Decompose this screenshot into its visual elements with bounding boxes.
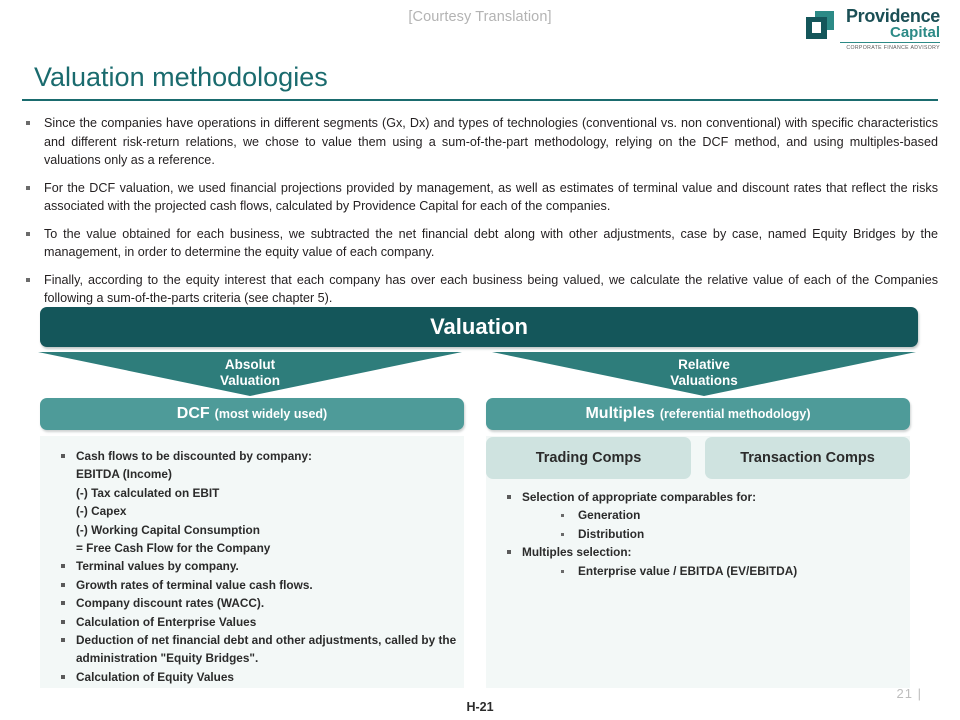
dcf-list-text: (-) Capex (76, 504, 127, 519)
dcf-list-item (58, 521, 458, 539)
multiples-list-text: Distribution (578, 526, 645, 541)
multiples-list-text: Generation (578, 508, 641, 523)
square-bullet-icon (561, 570, 564, 573)
dcf-list-text: Growth rates of terminal value cash flows. (76, 577, 313, 592)
square-bullet-icon (561, 533, 564, 536)
diagram-root-valuation-bar: Valuation (40, 307, 918, 347)
square-bullet-icon (561, 514, 564, 517)
comps-box-trading: Trading Comps (486, 437, 691, 479)
square-bullet-icon (507, 495, 511, 499)
multiples-list-subitem (504, 525, 904, 543)
slide-page-number: 21 | (896, 686, 922, 701)
multiples-list-text: Selection of appropriate comparables for: (522, 490, 757, 504)
square-bullet-icon (61, 620, 65, 624)
chevron-label (38, 357, 462, 389)
multiples-list-subitem (504, 562, 904, 580)
square-bullet-icon (61, 638, 65, 642)
chevron-label (492, 357, 916, 389)
logo-tagline: CORPORATE FINANCE ADVISORY (846, 45, 940, 51)
dcf-list-text: Deduction of net financial debt and other adjustments, called by the administration "Equity Bridges". (76, 633, 457, 666)
dcf-list-text: = Free Cash Flow for the Company (76, 541, 271, 556)
dcf-list-item (58, 447, 458, 465)
square-bullet-icon (61, 564, 65, 568)
square-bullet-icon (61, 675, 65, 679)
method-bar-title: Multiples (585, 405, 655, 422)
dcf-list-item (58, 668, 458, 686)
chevron-label-line1: Absolut (224, 357, 276, 372)
logo-line-providence: Providence (845, 6, 940, 26)
body-bullet-text: Finally, according to the equity interest that each company has over each business being valued, we calculate the relative value of each of the Companies following a sum-of-the-parts criteria (see chapter 5). (44, 272, 938, 305)
dcf-list-item (58, 631, 458, 668)
square-bullet-icon (61, 454, 65, 458)
dcf-list-text: Cash flows to be discounted by company: (76, 449, 312, 463)
dcf-list-item (58, 594, 458, 612)
dcf-list-item (58, 557, 458, 575)
dcf-list-text: Calculation of Enterprise Values (76, 614, 257, 629)
multiples-list-item (504, 543, 904, 561)
square-bullet-icon (61, 583, 65, 587)
dcf-list-item (58, 502, 458, 520)
dcf-list-item (58, 576, 458, 594)
page-title: Valuation methodologies (34, 62, 328, 92)
chevron-label-line2: Valuation (219, 373, 280, 388)
multiples-list-text: Enterprise value / EBITDA (EV/EBITDA) (578, 563, 798, 578)
chevron-absolut-valuation (38, 352, 462, 396)
chevron-label-line2: Valuations (670, 373, 738, 388)
chevron-label-line1: Relative (678, 357, 730, 372)
logo-line-capital: Capital (840, 25, 940, 43)
method-bar-dcf (40, 398, 464, 430)
document-code: H-21 (466, 700, 494, 714)
body-bullet-text: To the value obtained for each business, we subtracted the net financial debt along with other adjustments, case by case, named Equity Bridges by the management, in order to determine the equity value of each company. (44, 226, 938, 259)
dcf-list-text: Company discount rates (WACC). (76, 596, 265, 611)
dcf-list-text: EBITDA (Income) (76, 467, 172, 482)
dcf-detail-list (58, 447, 458, 686)
comps-box-row (486, 437, 910, 479)
dcf-list-item (58, 539, 458, 557)
method-bar-title: DCF (176, 405, 210, 422)
multiples-detail-list (504, 488, 904, 580)
body-bullet-text: Since the companies have operations in different segments (Gx, Dx) and types of technologies (conventional vs. non conventional) with specific characteristics and different risk-return relations, we chose to value them using a sum-of-the-part methodology, relying on the DCF method, and using multiples-based valuations only as a reference. (44, 116, 938, 167)
body-bullet-text: For the DCF valuation, we used financial projections provided by management, as well as estimates of terminal value and discount rates that reflect the risks associated with the projected cash flows, calculated by Providence Capital for each of the companies. (44, 180, 938, 213)
multiples-list-subitem (504, 506, 904, 524)
method-bar-note: (referential methodology) (659, 407, 811, 421)
square-bullet-icon (507, 550, 511, 554)
dcf-list-item (58, 484, 458, 502)
dcf-list-item (58, 613, 458, 631)
method-bar-note: (most widely used) (214, 407, 328, 421)
dcf-list-text: (-) Working Capital Consumption (76, 522, 260, 537)
dcf-list-text: (-) Tax calculated on EBIT (76, 485, 220, 500)
dcf-list-text: Terminal values by company. (76, 559, 239, 574)
dcf-list-item (58, 465, 458, 483)
method-bar-multiples (486, 398, 910, 430)
square-bullet-icon (61, 601, 65, 605)
dcf-list-text: Calculation of Equity Values (76, 669, 234, 684)
multiples-list-item (504, 488, 904, 506)
multiples-list-text: Multiples selection: (522, 545, 632, 560)
courtesy-translation-note: [Courtesy Translation] (408, 9, 552, 25)
chevron-relative-valuations (492, 352, 916, 396)
comps-box-transaction: Transaction Comps (705, 437, 910, 479)
